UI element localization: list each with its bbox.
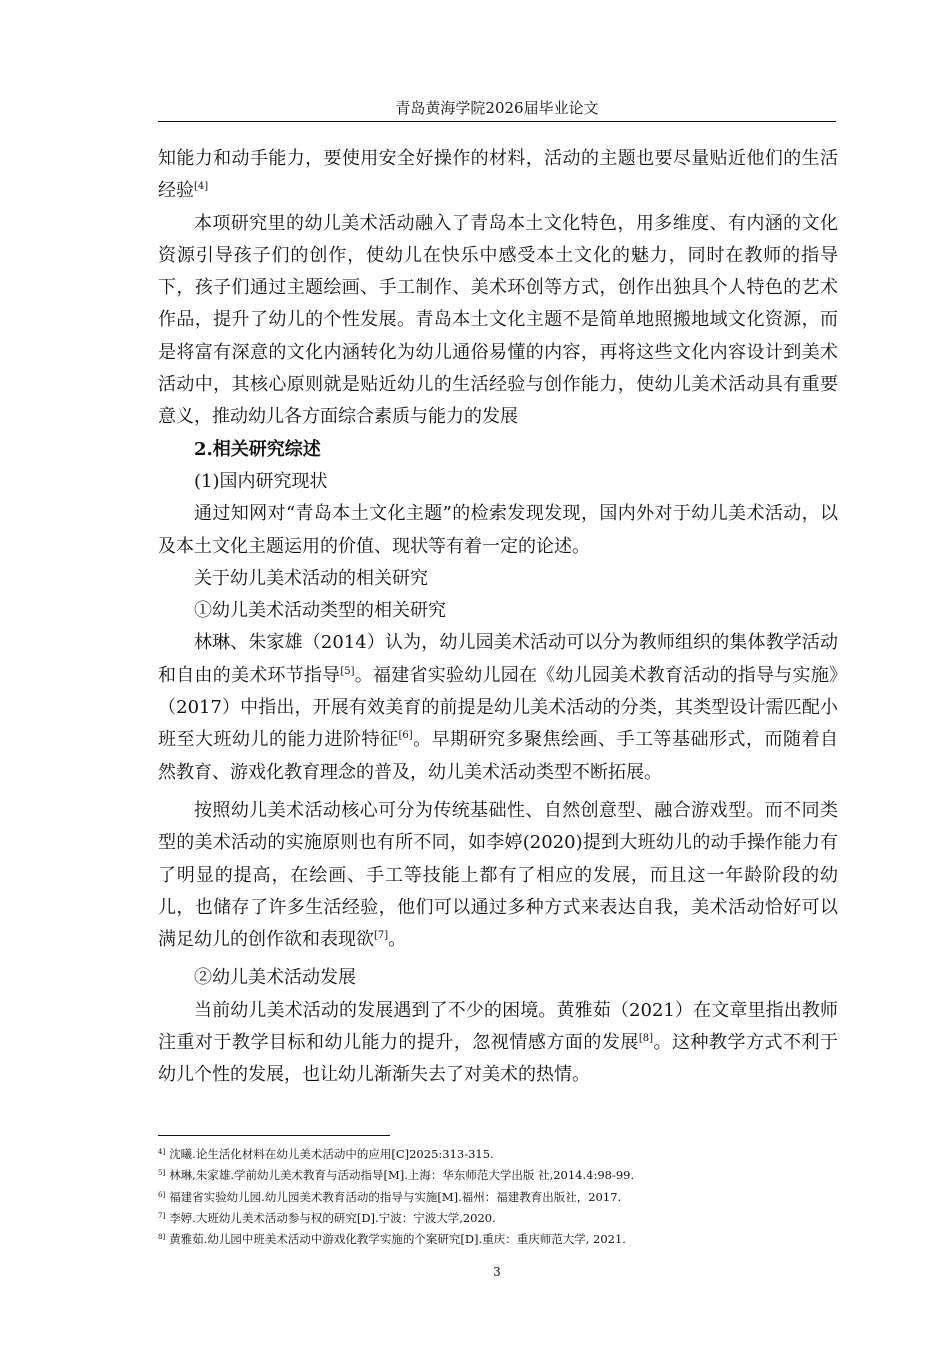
body-text	[158, 143, 838, 1092]
subheading-domestic-research: (1)国内研究现状	[194, 470, 328, 492]
page-header: 青岛黄海学院2026届毕业论文	[395, 99, 599, 117]
footnote-rule	[158, 1135, 390, 1136]
subheading-art-activity-research: 关于幼儿美术活动的相关研究	[194, 567, 428, 589]
footnote-item: $^{6]}$ 福建省实验幼儿园.幼儿园美术教育活动的指导与实施[M].福州：福建教育出版社，2017.	[158, 1189, 622, 1204]
paragraph-activity-categories: 按照幼儿美术活动核心可分为传统基础性、自然创意型、融合游戏型。而不同类型的美术活动的实施原则也有所不同，如李婷(2020)提到大班幼儿的动手操作能力有了明显的提高，在绘画、手工等技能上都有了相应的发展，而且这一年龄阶段的幼儿，也储存了许多生活经验，他们可以通过多种方式来表达自我，美术活动恰好可以满足幼儿的创作欲和表现欲[7]。	[158, 799, 838, 951]
section-heading: 2.相关研究综述	[194, 438, 321, 460]
citation-7: [7]	[374, 930, 389, 942]
subheading-activity-development: ②幼儿美术活动发展	[194, 967, 356, 989]
footnote-item: $^{8]}$ 黄雅茹.幼儿园中班美术活动中游戏化教学实施的个案研究[D].重庆：重庆师范大学, 2021.	[158, 1232, 626, 1247]
header-rule	[158, 121, 836, 122]
paragraph-development-dilemma: 当前幼儿美术活动的发展遇到了不少的困境。黄雅茹（2021）在文章里指出教师注重对于教学目标和幼儿能力的提升，忽视情感方面的发展[8]。这种教学方式不利于幼儿个性的发展，也让幼儿渐渐失去了对美术的热情。	[158, 999, 838, 1086]
page-number: 3	[493, 1265, 501, 1279]
paragraph-local-culture: 本项研究里的幼儿美术活动融入了青岛本土文化特色，用多维度、有内涵的文化资源引导孩子们的创作，使幼儿在快乐中感受本土文化的魅力，同时在教师的指导下，孩子们通过主题绘画、手工制作、美术环创等方式，创作出独具个人特色的艺术作品，提升了幼儿的个性发展。青岛本土文化主题不是简单地照搬地域文化资源，而是将富有深意的文化内涵转化为幼儿通俗易懂的内容，再将这些文化内容设计到美术活动中，其核心原则就是贴近幼儿的生活经验与创作能力，使幼儿美术活动具有重要意义，推动幼儿各方面综合素质与能力的发展	[158, 212, 838, 428]
footnote-item: $^{5]}$ 林琳,朱家雄.学前幼儿美术教育与活动指导[M].上海：华东师范大学出版 社,2014.4:98-99.	[158, 1168, 635, 1183]
subheading-activity-types: ①幼儿美术活动类型的相关研究	[194, 600, 446, 622]
footnote-item: $^{4]}$ 沈曦.论生活化材料在幼儿美术活动中的应用[C]2025:313-315.	[158, 1147, 494, 1161]
paragraph-cnki-search: 通过知网对“青岛本土文化主题”的检索发现发现，国内外对于幼儿美术活动，以及本土文化主题运用的价值、现状等有着一定的论述。	[158, 503, 838, 557]
citation-6: [6]	[398, 730, 413, 742]
citation-8: [8]	[638, 1033, 654, 1045]
paragraph-continuation: 知能力和动手能力，要使用安全好操作的材料，活动的主题也要尽量贴近他们的生活经验[4]	[158, 148, 838, 202]
citation-4: [4]	[194, 181, 209, 193]
footnote-item: $^{7]}$ 李婷.大班幼儿美术活动参与权的研究[D].宁波：宁波大学,2020.	[158, 1210, 496, 1225]
paragraph-activity-types: 林琳、朱家雄（2014）认为，幼儿园美术活动可以分为教师组织的集体教学活动和自由的美术环节指导[5]。福建省实验幼儿园在《幼儿园美术教育活动的指导与实施》（2017）中指出，开展有效美育的前提是幼儿美术活动的分类，其类型设计需匹配小班至大班幼儿的能力进阶特征[6]。早期研究多聚焦绘画、手工等基础形式，而随着自然教育、游戏化教育理念的普及，幼儿美术活动类型不断拓展。	[158, 632, 839, 783]
citation-5: [5]	[340, 665, 355, 677]
footnotes	[158, 1143, 838, 1249]
